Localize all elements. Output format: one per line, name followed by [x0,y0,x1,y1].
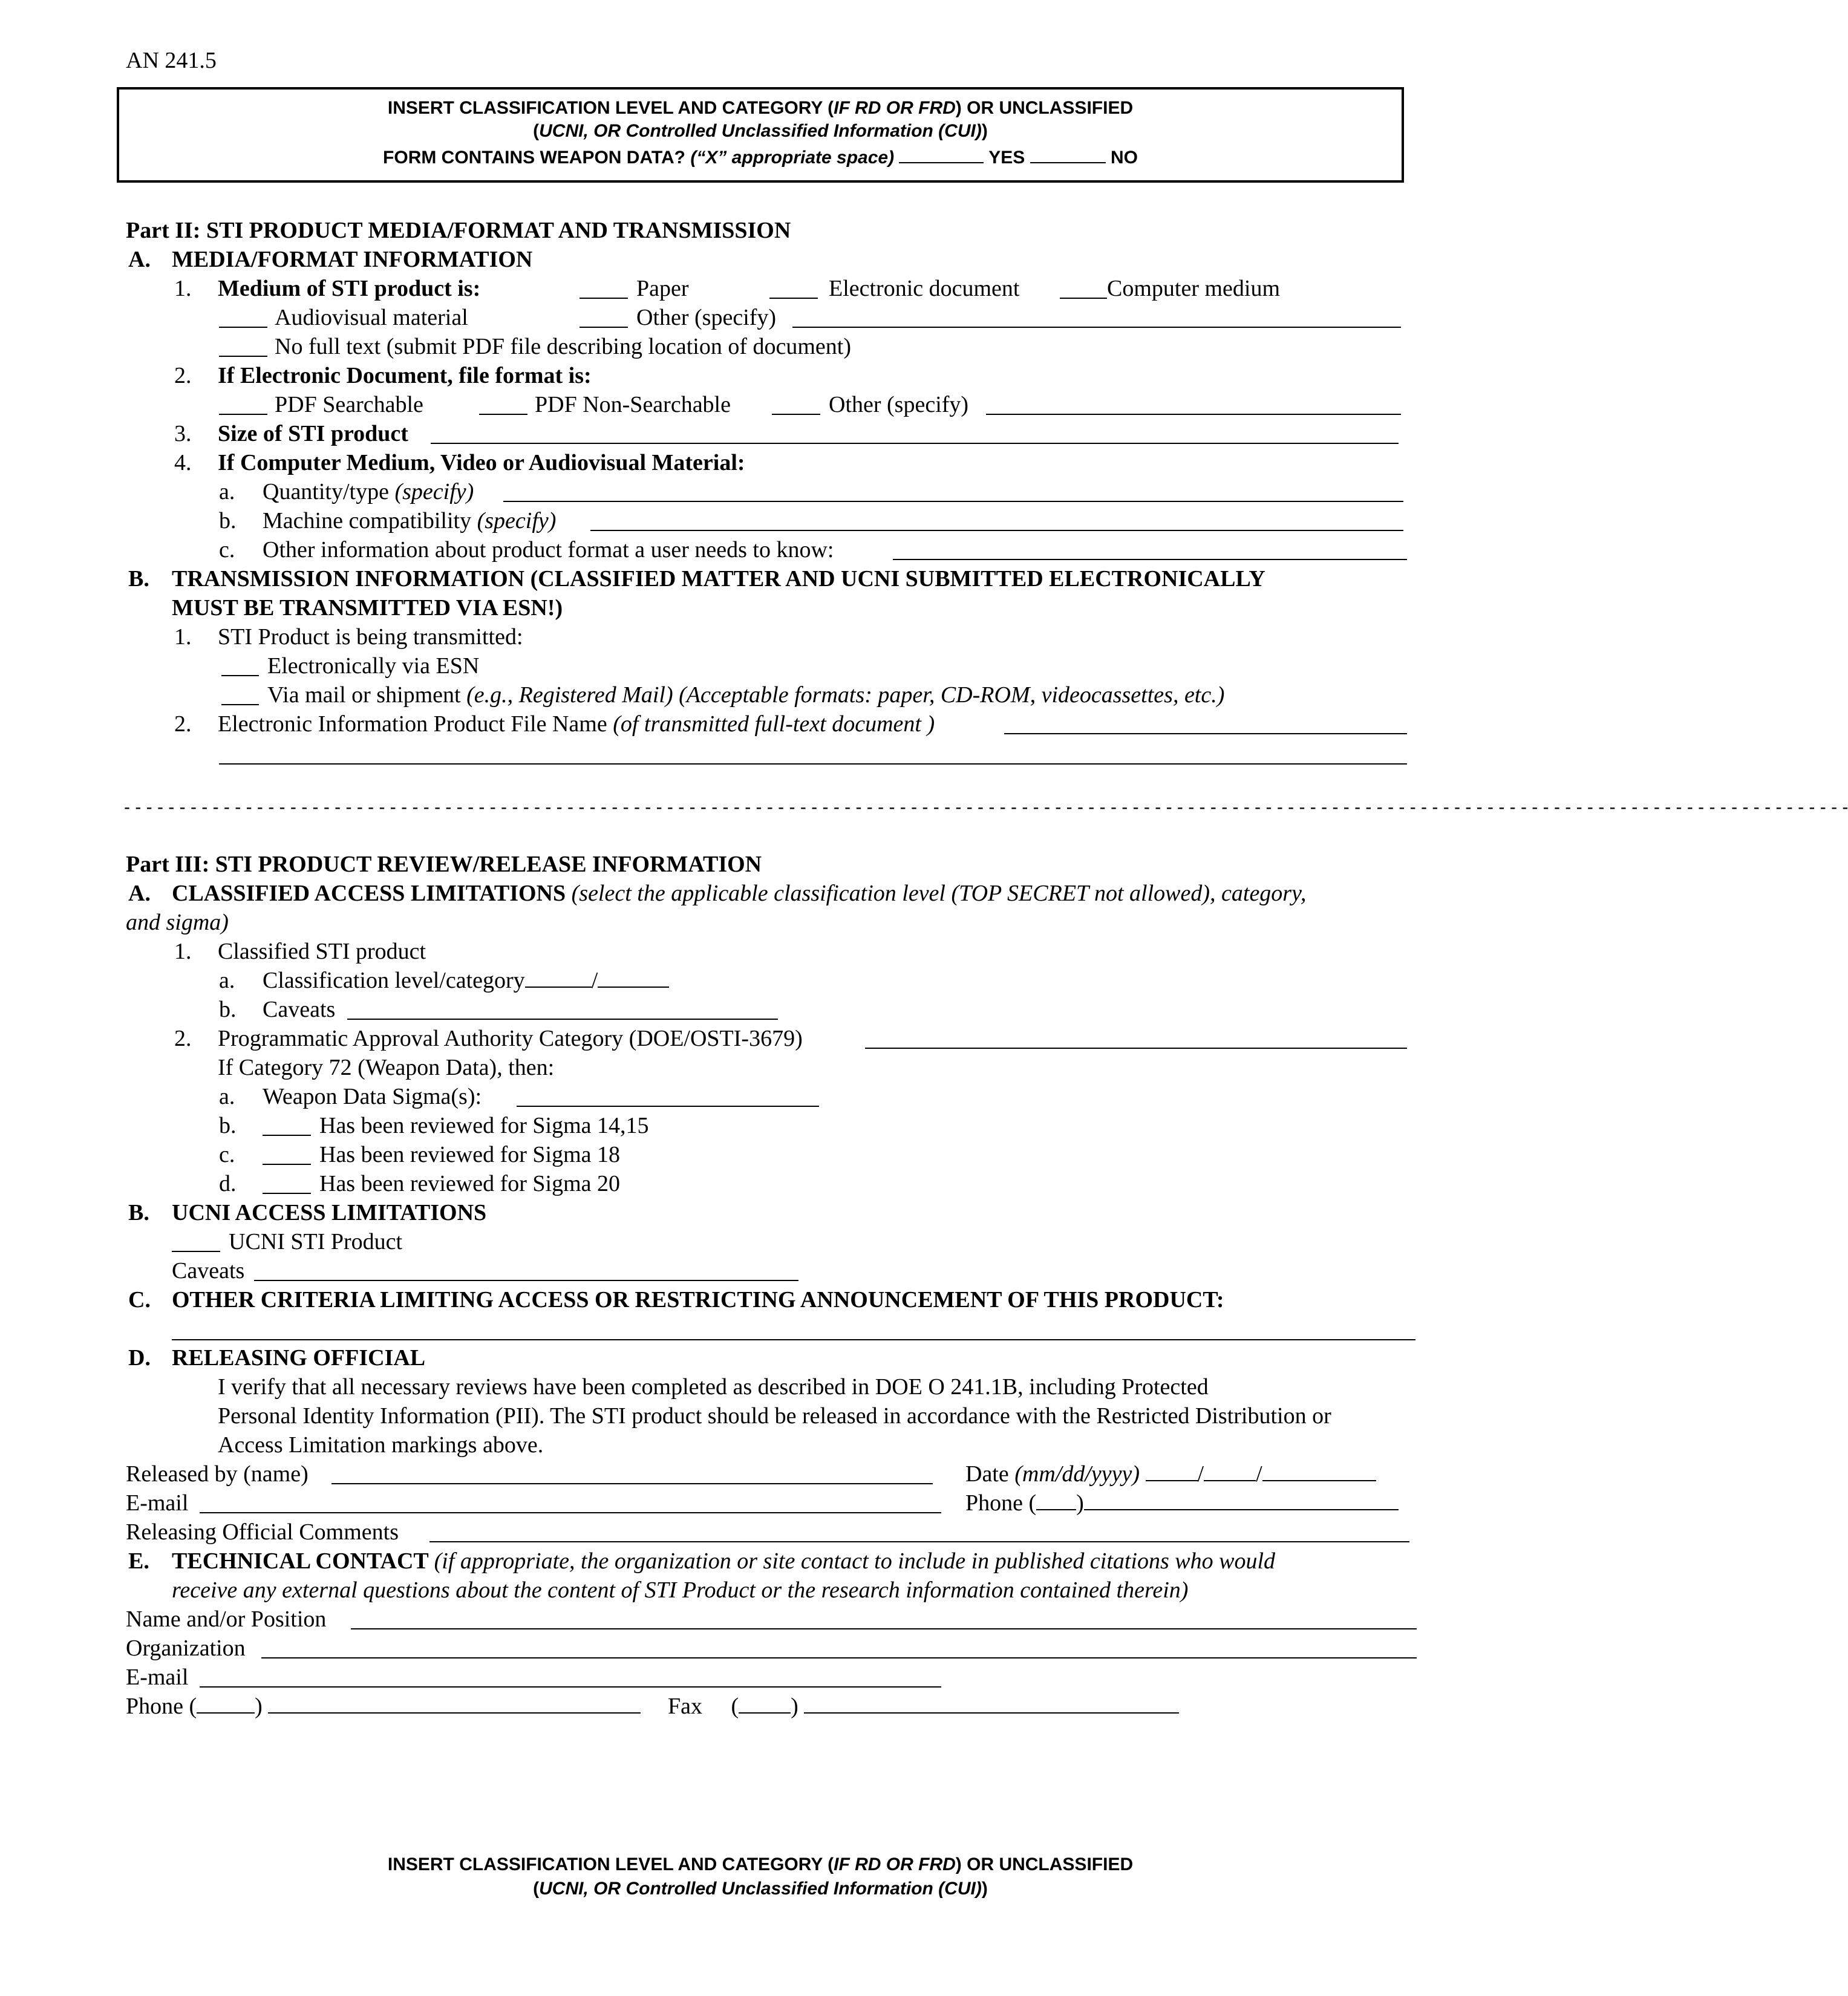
pdf-searchable-blank[interactable] [219,414,267,415]
p3a1-label: Classified STI product [218,939,426,964]
q4b-label: Machine compatibility (specify) [263,508,557,533]
other-format-info-field[interactable] [893,559,1407,560]
q4-num: 4. [174,450,192,475]
part2-a-letter: A. [128,247,151,272]
ucni-product-blank[interactable] [172,1251,220,1252]
released-by-label: Released by (name) [126,1461,309,1487]
caveats-field[interactable] [347,1019,778,1020]
release-phone-area-field[interactable] [1036,1491,1076,1510]
other-criteria-field[interactable] [172,1339,1415,1340]
p3a1b-letter: b. [219,997,237,1022]
q3-num: 3. [174,421,192,446]
q2-num: 2. [174,363,192,388]
contact-fax-area-field[interactable] [739,1694,791,1714]
computer-blank[interactable] [1060,298,1107,299]
date-day-field[interactable] [1204,1462,1256,1481]
bottom-banner-line1: INSERT CLASSIFICATION LEVEL AND CATEGORY (IF RD OR FRD) OR UNCLASSIFIED [387,1854,1134,1874]
category72-label: If Category 72 (Weapon Data), then: [218,1055,555,1080]
section-separator: - - - - - - - - - - - - - - - - - - - - - - - - - - - - - - - - - - - - - - - - - - - - - - - - - - - - - - - - - - - - - - - - - - - - - - - - - - - - - - - - - - - - - - - - - - - - - - - - - - - - - - - - - - - - - - - - - - - - - - - - - - - - - - - - - - - - - - - - - - - - - - - - - - - - - - - - - - - - [124,797,1848,817]
paper-blank[interactable] [580,298,628,299]
q4a-letter: a. [219,479,235,504]
date-month-field[interactable] [1146,1462,1198,1481]
quantity-type-field[interactable] [503,501,1403,502]
computer-option: Computer medium [1107,276,1281,301]
released-by-field[interactable] [331,1483,933,1484]
release-comments-label: Releasing Official Comments [126,1519,399,1545]
p3a2b-letter: b. [219,1113,237,1138]
caveats-label: Caveats [263,997,336,1022]
ucni-product-option: UCNI STI Product [229,1229,403,1254]
other-medium-blank[interactable] [580,327,628,328]
verify-text-3: Access Limitation markings above. [218,1432,544,1458]
sigma-18-option: Has been reviewed for Sigma 18 [319,1142,621,1167]
other-format-field[interactable] [986,414,1401,415]
sigma-20-option: Has been reviewed for Sigma 20 [319,1171,621,1196]
part3-e-letter: E. [128,1548,149,1574]
p3a2d-letter: d. [219,1171,237,1196]
p3a1a-letter: a. [219,968,235,993]
date-year-field[interactable] [1262,1462,1376,1481]
classification-level-field[interactable] [525,968,592,988]
nofulltext-blank[interactable] [219,356,267,357]
part3-b-heading: UCNI ACCESS LIMITATIONS [172,1200,487,1225]
other-medium-field[interactable] [792,327,1401,328]
part3-c-heading: OTHER CRITERIA LIMITING ACCESS OR RESTRICTING ANNOUNCEMENT OF THIS PRODUCT: [172,1287,1224,1313]
part3-e-heading-cont: receive any external questions about the content of STI Product or the research information contained therein) [172,1577,1189,1603]
pdf-nonsearchable-blank[interactable] [479,414,527,415]
contact-fax-field[interactable] [804,1694,1179,1714]
paper-option: Paper [636,276,689,301]
verify-text-2: Personal Identity Information (PII). The STI product should be released in accordance with the Restricted Distribution or [218,1403,1331,1429]
q4a-label: Quantity/type (specify) [263,479,474,504]
p3a2a-letter: a. [219,1084,235,1109]
mail-option: Via mail or shipment (e.g., Registered Mail) (Acceptable formats: paper, CD-ROM, videocassettes, etc.) [267,682,1225,708]
file-name-field[interactable] [1004,733,1407,734]
part3-a-heading: CLASSIFIED ACCESS LIMITATIONS (select the applicable classification level (TOP SECRET not allowed), category, [172,881,1307,906]
b1-label: STI Product is being transmitted: [218,624,523,650]
nofulltext-option: No full text (submit PDF file describing location of document) [275,334,852,359]
contact-phone-field[interactable] [268,1694,641,1714]
other-format-blank[interactable] [772,414,820,415]
q4-label: If Computer Medium, Video or Audiovisual Material: [218,450,745,475]
release-phone-field[interactable] [1084,1491,1399,1510]
sigma-20-blank[interactable] [263,1193,311,1194]
approval-category-field[interactable] [865,1048,1407,1049]
b2-label: Electronic Information Product File Name (of transmitted full-text document ) [218,711,935,737]
part3-e-heading: TECHNICAL CONTACT (if appropriate, the organization or site contact to include in published citations who would [172,1548,1276,1574]
part3-title: Part III: STI PRODUCT REVIEW/RELEASE INFORMATION [126,852,762,877]
q3-label: Size of STI product [218,421,408,446]
sigma-field[interactable] [517,1106,819,1107]
classification-banner-line1: INSERT CLASSIFICATION LEVEL AND CATEGORY (IF RD OR FRD) OR UNCLASSIFIED [387,98,1134,118]
verify-text-1: I verify that all necessary reviews have been completed as described in DOE O 241.1B, including Protected [218,1374,1209,1400]
weapon-data-line: FORM CONTAINS WEAPON DATA? (“X” appropriate space) YES NO [119,144,1402,168]
pdf-searchable-option: PDF Searchable [275,392,423,417]
contact-name-label: Name and/or Position [126,1606,327,1632]
esn-blank[interactable] [221,675,259,676]
category-field[interactable] [598,968,669,988]
part3-a-letter: A. [128,881,151,906]
part3-c-letter: C. [128,1287,151,1313]
part3-d-heading: RELEASING OFFICIAL [172,1345,426,1371]
ucni-caveats-field[interactable] [254,1280,798,1281]
pdf-nonsearchable-option: PDF Non-Searchable [535,392,731,417]
sigma-18-blank[interactable] [263,1164,311,1165]
weapon-no-blank[interactable] [1030,144,1106,163]
audiovisual-blank[interactable] [219,327,267,328]
b2-num: 2. [174,711,192,737]
machine-compat-field[interactable] [590,530,1403,531]
release-email-label: E-mail [126,1490,189,1516]
contact-fax: Fax ( ) [668,1692,1179,1720]
part2-b-heading-2: MUST BE TRANSMITTED VIA ESN!) [172,595,563,621]
audiovisual-option: Audiovisual material [275,305,468,330]
part2-title: Part II: STI PRODUCT MEDIA/FORMAT AND TRANSMISSION [126,218,791,243]
other-medium-option: Other (specify) [636,305,777,330]
classification-box [117,87,1404,183]
release-date: Date (mm/dd/yyyy) / / [965,1460,1376,1488]
p3a2-num: 2. [174,1026,192,1051]
weapon-yes-blank[interactable] [899,144,984,163]
q1-num: 1. [174,276,192,301]
part3-d-letter: D. [128,1345,151,1371]
mail-blank[interactable] [221,704,259,705]
part3-a-heading-cont: and sigma) [126,910,229,935]
part2-b-letter: B. [128,566,149,592]
sigma-14-15-blank[interactable] [263,1135,311,1136]
contact-email-field[interactable] [200,1686,941,1688]
electronic-option: Electronic document [829,276,1020,301]
q4c-letter: c. [219,537,235,563]
other-format-option: Other (specify) [829,392,969,417]
b1-num: 1. [174,624,192,650]
contact-name-field[interactable] [351,1628,1417,1629]
release-phone: Phone ( ) [965,1489,1399,1517]
q1-label: Medium of STI product is: [218,276,481,301]
file-name-field-2[interactable] [219,763,1407,765]
p3a2-label: Programmatic Approval Authority Category (DOE/OSTI-3679) [218,1026,803,1051]
sigma-14-15-option: Has been reviewed for Sigma 14,15 [319,1113,649,1138]
contact-org-field[interactable] [261,1657,1417,1658]
part3-b-letter: B. [128,1200,149,1225]
q4c-label: Other information about product format a user needs to know: [263,537,834,563]
classification-banner-line2: (UCNI, OR Controlled Unclassified Information (CUI)) [533,121,988,141]
bottom-banner-line2: (UCNI, OR Controlled Unclassified Information (CUI)) [533,1879,988,1899]
q4b-letter: b. [219,508,237,533]
p3a2c-letter: c. [219,1142,235,1167]
form-id: AN 241.5 [126,48,217,73]
contact-email-label: E-mail [126,1665,189,1690]
size-field[interactable] [431,443,1399,444]
contact-phone-area-field[interactable] [197,1694,255,1714]
contact-org-label: Organization [126,1636,246,1661]
release-comments-field[interactable] [429,1541,1409,1542]
classification-level-label: Classification level/category / [263,967,669,994]
ucni-caveats-label: Caveats [172,1258,245,1283]
p3a1-num: 1. [174,939,192,964]
esn-option: Electronically via ESN [267,653,480,679]
electronic-blank[interactable] [769,298,818,299]
sigma-label: Weapon Data Sigma(s): [263,1084,482,1109]
part2-a-heading: MEDIA/FORMAT INFORMATION [172,247,533,272]
part2-b-heading-1: TRANSMISSION INFORMATION (CLASSIFIED MATTER AND UCNI SUBMITTED ELECTRONICALLY [172,566,1265,592]
contact-phone: Phone ( ) [126,1692,641,1720]
q2-label: If Electronic Document, file format is: [218,363,592,388]
release-email-field[interactable] [200,1512,941,1513]
